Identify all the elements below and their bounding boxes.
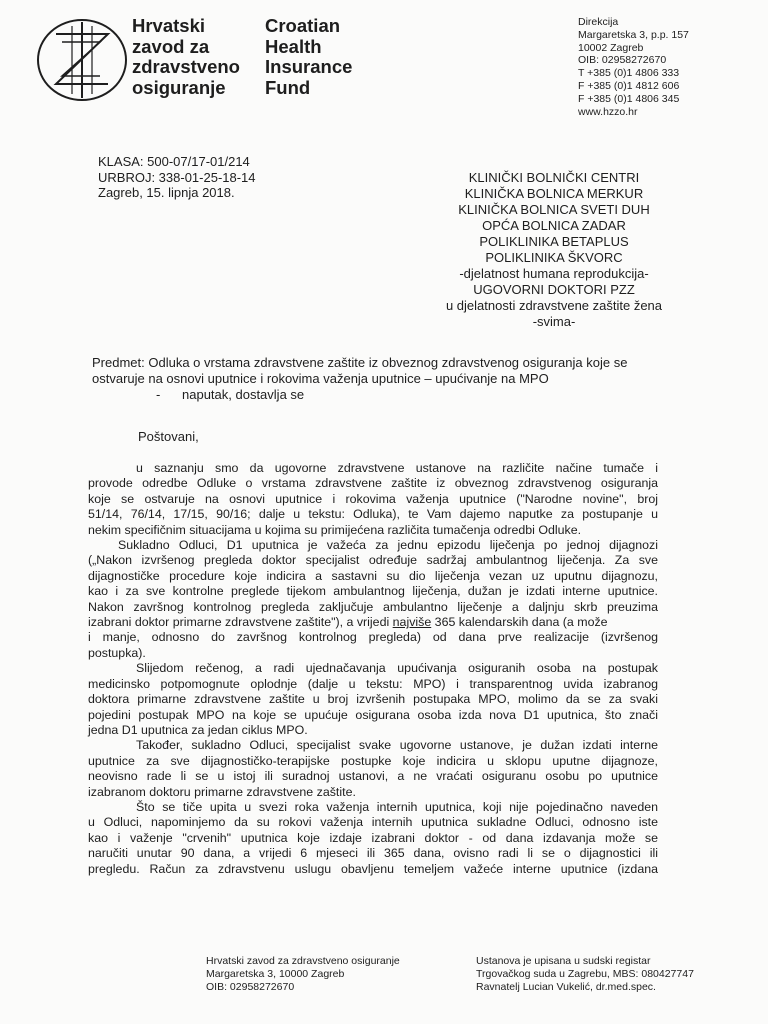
subject-item-text: naputak, dostavlja se [182,387,305,402]
body-line: Što se tiče upita u svezi roka važenja internih uputnica, koji nije pojedinačno naveden [136,799,658,814]
body-text-run: 365 kalendarskih dana (a može [431,615,608,630]
body-line: nekim specifičnim situacijama u kojima su primijećena različita tumačenja odredbi Odluke. [88,522,582,537]
body-line: dijagnostičke procedure koje indicira a sastavni su dio liječenja vezan uz uputnu dijagnozu, [88,568,658,583]
subject-block [92,355,627,403]
body-line: i manje, odnosno do završnog kontrolnog pregleda) od dana prve realizacije (izvršenog [88,630,658,645]
body-line [88,615,658,630]
body-line: pregledu. Račun za zdravstvenu uslugu obavljenu temeljem važeće interne uputnice (izdana [88,861,658,876]
body-line: jedna D1 uputnica za jedan ciklus MPO. [88,722,308,737]
recipients-block [400,170,708,330]
subject-line: Predmet: Odluka o vrstama zdravstvene zaštite iz obveznog zdravstvenog osiguranja koje se [92,355,628,370]
body-line: Slijedom rečenog, a radi ujednačavanja upućivanja osiguranih osoba na postupak [136,661,658,676]
recipient-line: KLINIČKA BOLNICA MERKUR [464,186,644,201]
footer-line: Margaretska 3, 10000 Zagreb [206,967,345,980]
body-line: koje se ostvaruje na osnovi uputnice i rokovima važenja uputnice ("Narodne novine", broj [88,491,658,506]
recipient-line: POLIKLINIKA ŠKVORC [485,250,623,265]
body-line: Također, sukladno Odluci, specijalist svake ugovorne ustanove, je dužan izdati interne [136,738,658,753]
recipient-line: -djelatnost humana reprodukcija- [459,266,649,281]
klasa: KLASA: 500-07/17-01/214 [98,154,250,169]
document-date: Zagreb, 15. lipnja 2018. [98,185,235,200]
recipient-line: KLINIČKA BOLNICA SVETI DUH [458,202,650,217]
subject-item [156,387,627,403]
website-link[interactable]: www.hzzo.hr [578,105,638,118]
body-line: postupka). [88,645,146,660]
org-name-line: zdravstveno [132,56,240,77]
body-line: kao i važenje "crvenih" uputnica koje izdaje izabrani doktor - od dana izdavanja može se [88,830,658,845]
subject-line: ostvaruje na osnovi uputnice i rokovima važenja uputnice – upućivanje na MPO [92,371,549,386]
contact-line: Margaretska 3, p.p. 157 [578,28,689,41]
urbroj: URBROJ: 338-01-25-18-14 [98,169,256,185]
body-line: naručiti unutar 90 dana, a vrijedi 6 mjeseci ili 365 dana, ovisno radi li se o dijagnostici ili [88,846,658,861]
footer-left [206,955,400,993]
org-name-english [265,16,352,98]
body-line: pojedini postupak MPO na koje se upućuje osigurana osoba izda nova D1 uputnica, što znači [88,707,658,722]
org-name-line: Croatian [265,15,341,36]
body-line: („Nakon izvršenog pregleda doktor specijalist određuje sadržaj ambulantnog liječenja. Za sve [88,553,658,568]
org-name-line: Hrvatski [132,15,206,36]
footer-line: Ustanova je upisana u sudski registar [476,955,651,967]
underlined-word: najviše [392,615,432,630]
body-line: uputnice za sve dijagnostičko-terapijske postupke koje indicira u sklopu uputne dijagnoze, [88,753,658,768]
body-line: u Odluci, napominjemo da su rokovi važenja internih uputnica sukladne Odluci, odnosno iste [88,815,658,830]
contact-line: Direkcija [578,16,619,28]
org-name-line: Fund [265,76,311,98]
contact-line: F +385 (0)1 4812 606 [578,79,680,92]
org-name-line: Health [265,35,322,57]
body-line: izabranom doktoru primarne zdravstvene zaštite. [88,784,356,799]
body-line: 51/14, 76/14, 17/15, 90/16; dalje u tekstu: Odluka), te Vam dajemo naputke za postupanje u [88,507,658,522]
contact-line: F +385 (0)1 4806 345 [578,92,680,105]
body-line: neovisno rade li se u istoj ili suradnoj ustanovi, a ne vraćati osiguranu osobu po uputnice [88,769,658,784]
contact-line: OIB: 02958272670 [578,54,667,67]
footer-line: Ravnatelj Lucian Vukelić, dr.med.spec. [476,980,656,993]
body-line: Sukladno Odluci, D1 uputnica je važeća za jednu epizodu liječenja po jednoj dijagnozi [118,538,658,553]
greeting: Poštovani, [138,429,199,444]
hzzo-logo [36,18,128,102]
footer-line: Hrvatski zavod za zdravstveno osiguranje [206,955,400,967]
body-line: doktora primarne zdravstvene zaštite u broj izvršenih postupaka MPO, molimo da se za svaki [88,692,658,707]
recipient-line: OPĆA BOLNICA ZADAR [482,218,626,233]
org-name-line: zavod za [132,35,210,57]
footer-line: OIB: 02958272670 [206,980,295,993]
body-line: medicinsko potpomognute oplodnje (dalje u tekstu: MPO) i transparentnog uvida izabranog [88,676,658,691]
org-name-croatian [132,16,240,98]
letter-body [88,461,658,877]
footer-line: Trgovačkog suda u Zagrebu, MBS: 080427747 [476,967,694,980]
recipient-line: KLINIČKI BOLNIČKI CENTRI [468,170,640,185]
recipient-line: u djelatnosti zdravstvene zaštite žena [445,298,663,313]
contact-line: 10002 Zagreb [578,41,644,54]
body-line: kao i za sve kontrolne preglede tijekom ambulantnog liječenja, dužan je izdati interne uputnice. [88,584,658,599]
recipient-line: -svima- [532,314,576,329]
footer-right [476,955,694,993]
body-line: Nakon završnog kontrolnog pregleda zaključuje ambulantno liječenje a daljnju skrb preuzima [88,599,658,614]
recipient-line: UGOVORNI DOKTORI PZZ [473,282,635,297]
subject-dash: - [156,387,161,402]
body-text-run: izabrani doktor primarne zdravstvene zaštite"), a vrijedi [88,615,393,630]
body-line: provode odredbe Odluke o vrstama zdravstvene zaštite iz obveznog zdravstvenog osiguranja [88,476,658,491]
org-name-line: osiguranje [132,76,226,98]
recipient-line: POLIKLINIKA BETAPLUS [479,234,629,249]
reference-block [98,154,256,201]
body-line: u saznanju smo da ugovorne zdravstvene ustanove na različite načine tumače i [136,461,658,475]
contact-block [578,16,689,118]
org-name-line: Insurance [265,56,353,77]
contact-line: T +385 (0)1 4806 333 [578,67,680,80]
